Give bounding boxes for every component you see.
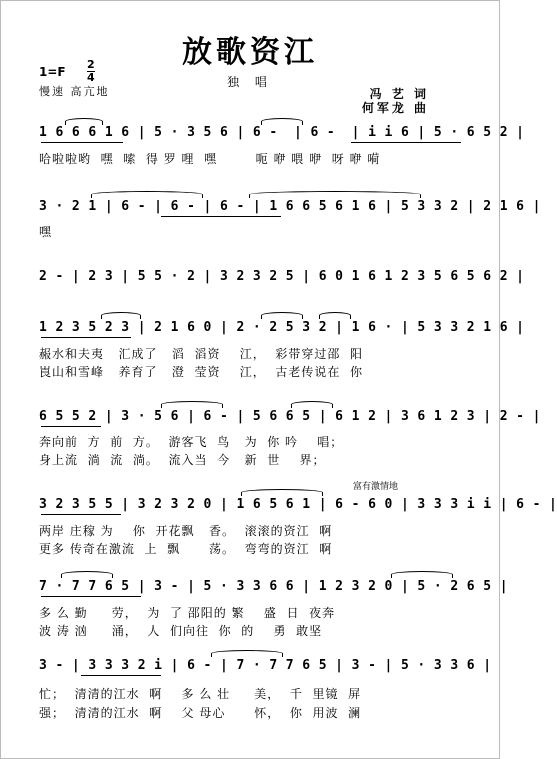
notation-row: 1 2 3 5 2 3 | 2 1 6 0 | 2 · 2 5 3 2 | 1 6 · | 5 3 3 2 1 6 | [39,320,525,335]
beam-line [41,514,121,515]
lyric-line: 更多 传奇在激流 上 飘 荡。 弯弯的资江 啊 [39,542,333,556]
notation-row: 7 · 7 7 6 5 | 3 - | 5 · 3 3 6 6 | 1 2 3 2 0 | 5 · 2 6 5 | [39,579,508,594]
slur-mark [211,650,283,657]
beam-line [351,142,461,143]
lyric-line: 身上流 淌 流 淌。 流入当 今 新 世 界； [39,453,326,467]
slur-mark [241,489,323,496]
slur-mark [161,401,223,408]
beam-line [41,426,101,427]
beam-line [81,675,161,676]
lyric-line: 哈啦啦哟 嘿 嗦 得 罗 哩 嘿 呃 咿 喂 咿 呀 咿 嗬 [39,152,381,166]
notation-row: 6 5 5 2 | 3 · 5 6 | 6 - | 5 6 6 5 | 6 1 2 | 3 6 1 2 3 | 2 - | [39,409,541,424]
notation-row: 3 · 2 1 | 6 - | 6 - | 6 - | 1 6 6 5 6 1 6 | 5 3 3 2 | 2 1 6 | [39,199,541,214]
lyric-line: 多 么 勤 劳， 为 了 邵阳的 繁 盛 日 夜奔 [39,606,336,620]
slur-mark [249,191,421,198]
slur-mark [101,312,141,319]
notation-row: 3 - | 3 3 3 2 i | 6 - | 7 · 7 7 6 5 | 3 - | 5 · 3 3 6 | [39,658,492,673]
slur-mark [319,312,351,319]
expression-marking: 富有激情地 [353,482,399,492]
performance-type: 独 唱 [227,75,273,89]
beam-line [41,337,131,338]
lyricist-credit: 冯 艺 词 [369,87,429,101]
slur-mark [91,191,203,198]
slur-mark [261,118,303,125]
lyric-line: 波 涛 汹 涌， 人 们向往 你 的 勇 敢坚 [39,624,323,638]
lyric-line: 嘿 [39,225,53,239]
slur-mark [261,312,303,319]
notation-row: 1 6 6 6 1 6 | 5 · 3 5 6 | 6 - | 6 - | i i 6 | 5 · 6 5 2 | [39,125,525,140]
lyric-line: 强； 清清的江水 啊 父 母心 怀， 你 用波 澜 [39,706,362,720]
notation-row: 3 2 3 5 5 | 3 2 3 2 0 | 1 6 5 6 1 | 6 - 6 0 | 3 3 3 i i | 6 - | [39,497,557,512]
slur-mark [391,571,453,578]
lyric-line: 奔向前 方 前 方。 游客飞 鸟 为 你 吟 唱； [39,435,344,449]
tempo-marking: 慢速 高亢地 [39,85,110,98]
time-signature-bottom: 4 [87,71,95,84]
slur-mark [291,401,333,408]
key-signature: 1=F [39,65,66,79]
slur-mark [61,571,113,578]
time-signature [87,59,95,84]
time-signature-top: 2 [87,58,95,71]
song-title: 放歌资江 [182,35,318,70]
lyric-line: 忙； 清清的江水 啊 多 么 壮 美， 千 里镜 屏 [39,687,362,701]
composer-credit: 何军龙 曲 [361,101,429,115]
slur-mark [65,118,103,125]
lyric-line: 两岸 庄稼 为 你 开花飘 香。 滚滚的资江 啊 [39,524,333,538]
lyric-line: 赧水和夫夷 汇成了 滔 滔资 江， 彩带穿过邵 阳 [39,347,364,361]
notation-row: 2 - | 2 3 | 5 5 · 2 | 3 2 3 2 5 | 6 0 1 6 1 2 3 5 6 5 6 2 | [39,269,525,284]
lyric-line: 崀山和雪峰 养育了 澄 莹资 江， 古老传说在 你 [39,365,364,379]
beam-line [161,216,281,217]
beam-line [41,596,141,597]
beam-line [41,142,123,143]
